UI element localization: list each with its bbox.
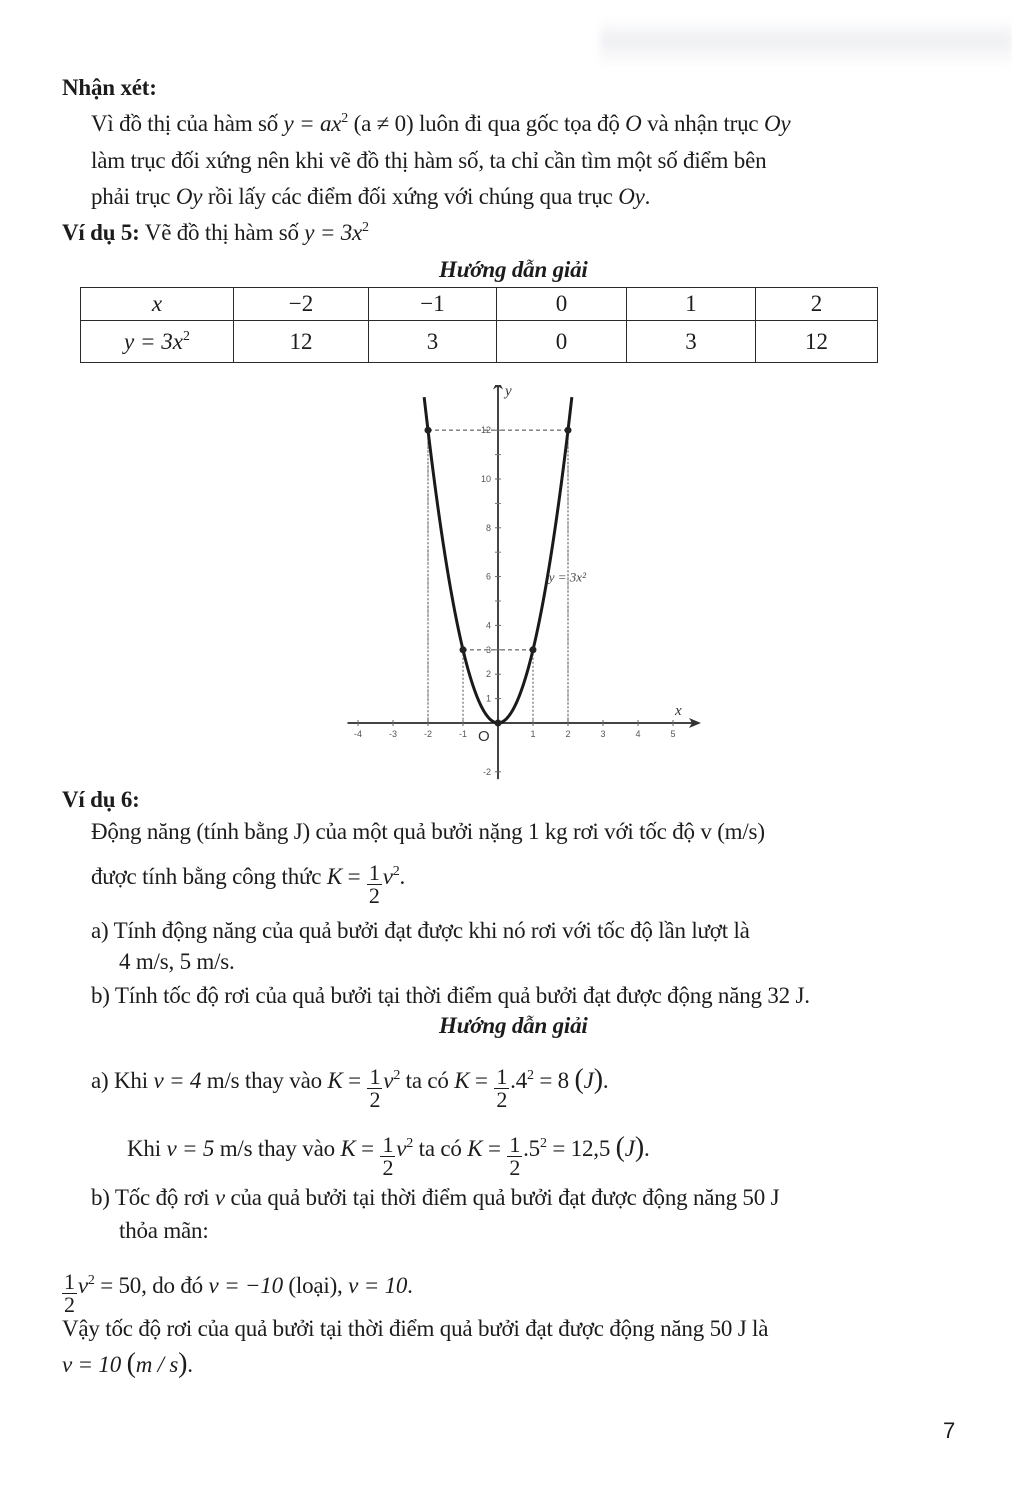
equals: =: [342, 863, 366, 889]
text: rồi lấy các điểm đối xứng với chúng qua trục: [202, 184, 619, 209]
data-point: [565, 427, 572, 434]
text: b) Tốc độ rơi: [91, 1185, 215, 1210]
exponent: 2: [527, 1067, 534, 1083]
table-header-y: $y = 3x^2$: [81, 321, 234, 363]
y-tick-label: 2: [485, 669, 491, 680]
solution-b-equation: [62, 1265, 413, 1317]
table-cell: 1: [627, 288, 756, 321]
question-a-line-1: a) Tính động năng của quả bưởi đạt được khi nó rơi với tốc độ lần lượt là: [91, 918, 750, 943]
table-cell: 12: [756, 321, 878, 363]
example6-intro-line-2: [91, 856, 406, 908]
final-value: v = 10: [62, 1352, 127, 1377]
x-tick-label: -2: [423, 729, 433, 739]
axes: [348, 385, 702, 779]
condition: v = 5: [166, 1135, 215, 1161]
table-row-x: [81, 288, 878, 321]
data-point: [425, 427, 432, 434]
y-tick-label: 6: [485, 571, 491, 582]
text: được tính bằng công thức: [91, 863, 327, 889]
origin-label: O: [478, 728, 490, 745]
solution-b-line-2: thỏa mãn:: [119, 1218, 209, 1243]
formula: y = 3x: [304, 220, 363, 245]
symbol-K: K: [326, 863, 343, 889]
denominator: 2: [368, 883, 380, 908]
numerator: 1: [368, 860, 380, 885]
solution-b-line-1: [91, 1184, 779, 1212]
text: (loại),: [282, 1272, 349, 1298]
text: Vẽ đồ thị hàm số: [139, 220, 305, 245]
text: ta có: [400, 1067, 455, 1093]
unit-J: J: [583, 1067, 594, 1093]
denominator: 2: [509, 1155, 521, 1180]
fraction-one-half: [367, 1066, 382, 1111]
y-tick-label: 12: [480, 425, 491, 436]
text: Khi: [127, 1135, 167, 1161]
x-tick-label: -3: [388, 729, 398, 739]
data-point: [460, 646, 467, 653]
question-a-line-2: 4 m/s, 5 m/s.: [119, 949, 235, 974]
symbol-v: v: [396, 1135, 407, 1161]
y-tick-label: 1: [485, 693, 491, 704]
x-axis-label: x: [675, 703, 682, 719]
text: Vì đồ thị của hàm số: [91, 111, 284, 136]
symbol-v: v: [382, 863, 393, 889]
text: .: [187, 1352, 193, 1377]
numerator: 1: [382, 1132, 394, 1157]
equals: =: [355, 1135, 380, 1161]
text: = 50, do đó: [94, 1272, 209, 1298]
fraction-one-half: [507, 1134, 522, 1179]
table-cell: 2: [756, 288, 878, 321]
numerator: 1: [369, 1064, 381, 1089]
formula: y = ax: [283, 111, 342, 136]
table-cell: 3: [627, 321, 756, 363]
example6-solution-heading: Hướng dẫn giải: [439, 1013, 588, 1038]
symbol-v: v: [77, 1272, 88, 1298]
conclusion-line-1: Vậy tốc độ rơi của quả bưởi tại thời điểm quả bưởi đạt được động năng 50 J là: [62, 1316, 769, 1341]
text: = 8: [533, 1067, 575, 1093]
text: = 12,5: [546, 1135, 616, 1161]
x-tick-label: 3: [600, 729, 606, 739]
symbol-K: K: [340, 1135, 356, 1161]
exponent: 2: [406, 1135, 414, 1151]
example5-label: Ví dụ 5:: [62, 220, 140, 245]
fraction-one-half: [380, 1134, 395, 1179]
equals: =: [469, 1067, 494, 1093]
symbol-K: K: [454, 1067, 470, 1093]
text: .4: [510, 1067, 527, 1093]
remark-line-2: làm trục đối xứng nên khi vẽ đồ thị hàm số, ta chỉ cần tìm một số điểm bên: [91, 148, 767, 173]
data-point: [530, 646, 537, 653]
table-cell: −1: [369, 288, 497, 321]
table-row-y: [81, 321, 878, 363]
x-tick-label: 1: [530, 729, 536, 739]
text: .: [602, 1067, 609, 1093]
text: .: [644, 184, 651, 209]
equals: =: [342, 1067, 367, 1093]
table-header-x: x: [81, 288, 234, 321]
exponent: 2: [392, 863, 400, 879]
fraction-one-half: [494, 1066, 509, 1111]
table-cell: 12: [234, 321, 369, 363]
equals: =: [482, 1135, 507, 1161]
text: .: [643, 1135, 650, 1161]
condition: v = 4: [153, 1067, 202, 1093]
y-axis-label: y: [505, 385, 512, 400]
x-tick-label: 5: [670, 729, 676, 739]
rejected-value: v = −10: [208, 1272, 283, 1298]
example6-label: Ví dụ 6:: [62, 787, 140, 812]
y-tick-label: 4: [485, 620, 491, 631]
y-tick-label: -2: [482, 766, 491, 777]
denominator: 2: [64, 1292, 75, 1317]
fraction-one-half: [62, 1271, 77, 1316]
accepted-value: v = 10: [348, 1272, 408, 1298]
x-tick-label: -1: [458, 729, 468, 739]
text: m/s thay vào: [201, 1067, 328, 1093]
symbol-v: v: [383, 1067, 394, 1093]
solution-a-line-1: a) Khi v = 4 m/s thay vào K = $\frac{1}{2}$ $v^2$ ta có K = $\frac{1}{2}$ $.4^2 = 8$ (J).: [91, 1063, 609, 1112]
x-tick-label: 4: [635, 729, 641, 739]
table-cell: 0: [497, 321, 627, 363]
conclusion-line-2: v = 10 (m / s).: [62, 1348, 193, 1379]
remark-line-1: Vì đồ thị của hàm số $y = ax^2$ (a ≠ 0) luôn đi qua gốc tọa độ O và nhận trục Oy: [91, 111, 791, 136]
exponent: 2: [393, 1067, 401, 1083]
example5-solution-heading: Hướng dẫn giải: [439, 257, 588, 282]
axis-symbol: Oy: [763, 111, 791, 136]
table-cell: 0: [497, 288, 627, 321]
y-tick-label: 3: [485, 644, 491, 655]
page-number: 7: [943, 1418, 956, 1443]
denominator: 2: [369, 1087, 381, 1112]
symbol-K: K: [327, 1067, 343, 1093]
text: ta có: [413, 1135, 468, 1161]
text: .: [407, 1272, 413, 1298]
condition: (a ≠ 0): [348, 111, 414, 136]
x-tick-label: 2: [565, 729, 571, 739]
symbol-v: v: [214, 1185, 225, 1210]
unit: m / s: [135, 1352, 179, 1377]
text: và nhận trục: [641, 111, 764, 136]
symbol-K: K: [467, 1135, 483, 1161]
y-tick-label: 10: [480, 474, 491, 484]
table-cell: 3: [369, 321, 497, 363]
example6-intro-line-1: Động năng (tính bằng J) của một quả bưởi nặng 1 kg rơi với tốc độ v (m/s): [91, 819, 765, 844]
fraction-one-half: [367, 862, 382, 907]
values-table: [80, 287, 878, 363]
text: .: [399, 863, 406, 889]
denominator: 2: [496, 1087, 508, 1112]
question-b: b) Tính tốc độ rơi của quả bưởi tại thời điểm quả bưởi đạt được động năng 32 J.: [91, 983, 810, 1008]
tick-marks: [354, 425, 676, 777]
text: luôn đi qua gốc tọa độ: [413, 111, 626, 136]
scan-shadow: [600, 18, 1012, 68]
y-tick-label: 8: [485, 522, 491, 533]
parabola-graph: [340, 385, 720, 785]
unit-J: J: [624, 1135, 635, 1161]
origin-symbol: O: [625, 111, 642, 136]
exponent: 2: [539, 1135, 547, 1151]
text: .5: [523, 1135, 540, 1161]
data-point: [495, 720, 502, 727]
exponent: 2: [87, 1272, 95, 1288]
numerator: 1: [496, 1064, 508, 1089]
axis-symbol: Oy: [618, 184, 645, 209]
remark-line-3: [91, 183, 650, 211]
numerator: 1: [509, 1132, 521, 1157]
solution-a-line-2: Khi v = 5 m/s thay vào K = $\frac{1}{2}$ $v^2$ ta có K = $\frac{1}{2}$ $.5^2 = 12,5$ (J).: [127, 1131, 650, 1180]
x-tick-label: -4: [353, 729, 363, 739]
text: a) Khi: [91, 1067, 154, 1093]
example5-statement: Ví dụ 5: Vẽ đồ thị hàm số $y = 3x^2$: [62, 220, 369, 245]
text: y = 3x: [124, 328, 183, 354]
function-label: y = 3x²: [548, 569, 586, 585]
table-cell: −2: [234, 288, 369, 321]
axis-symbol: Oy: [175, 184, 203, 209]
text: m/s thay vào: [214, 1135, 341, 1161]
remark-heading: Nhận xét:: [62, 75, 157, 100]
text: phải trục: [91, 184, 176, 209]
text: của quả bưởi tại thời điểm quả bưởi đạt được động năng 50 J: [224, 1185, 780, 1210]
numerator: 1: [64, 1269, 75, 1294]
denominator: 2: [382, 1155, 394, 1180]
